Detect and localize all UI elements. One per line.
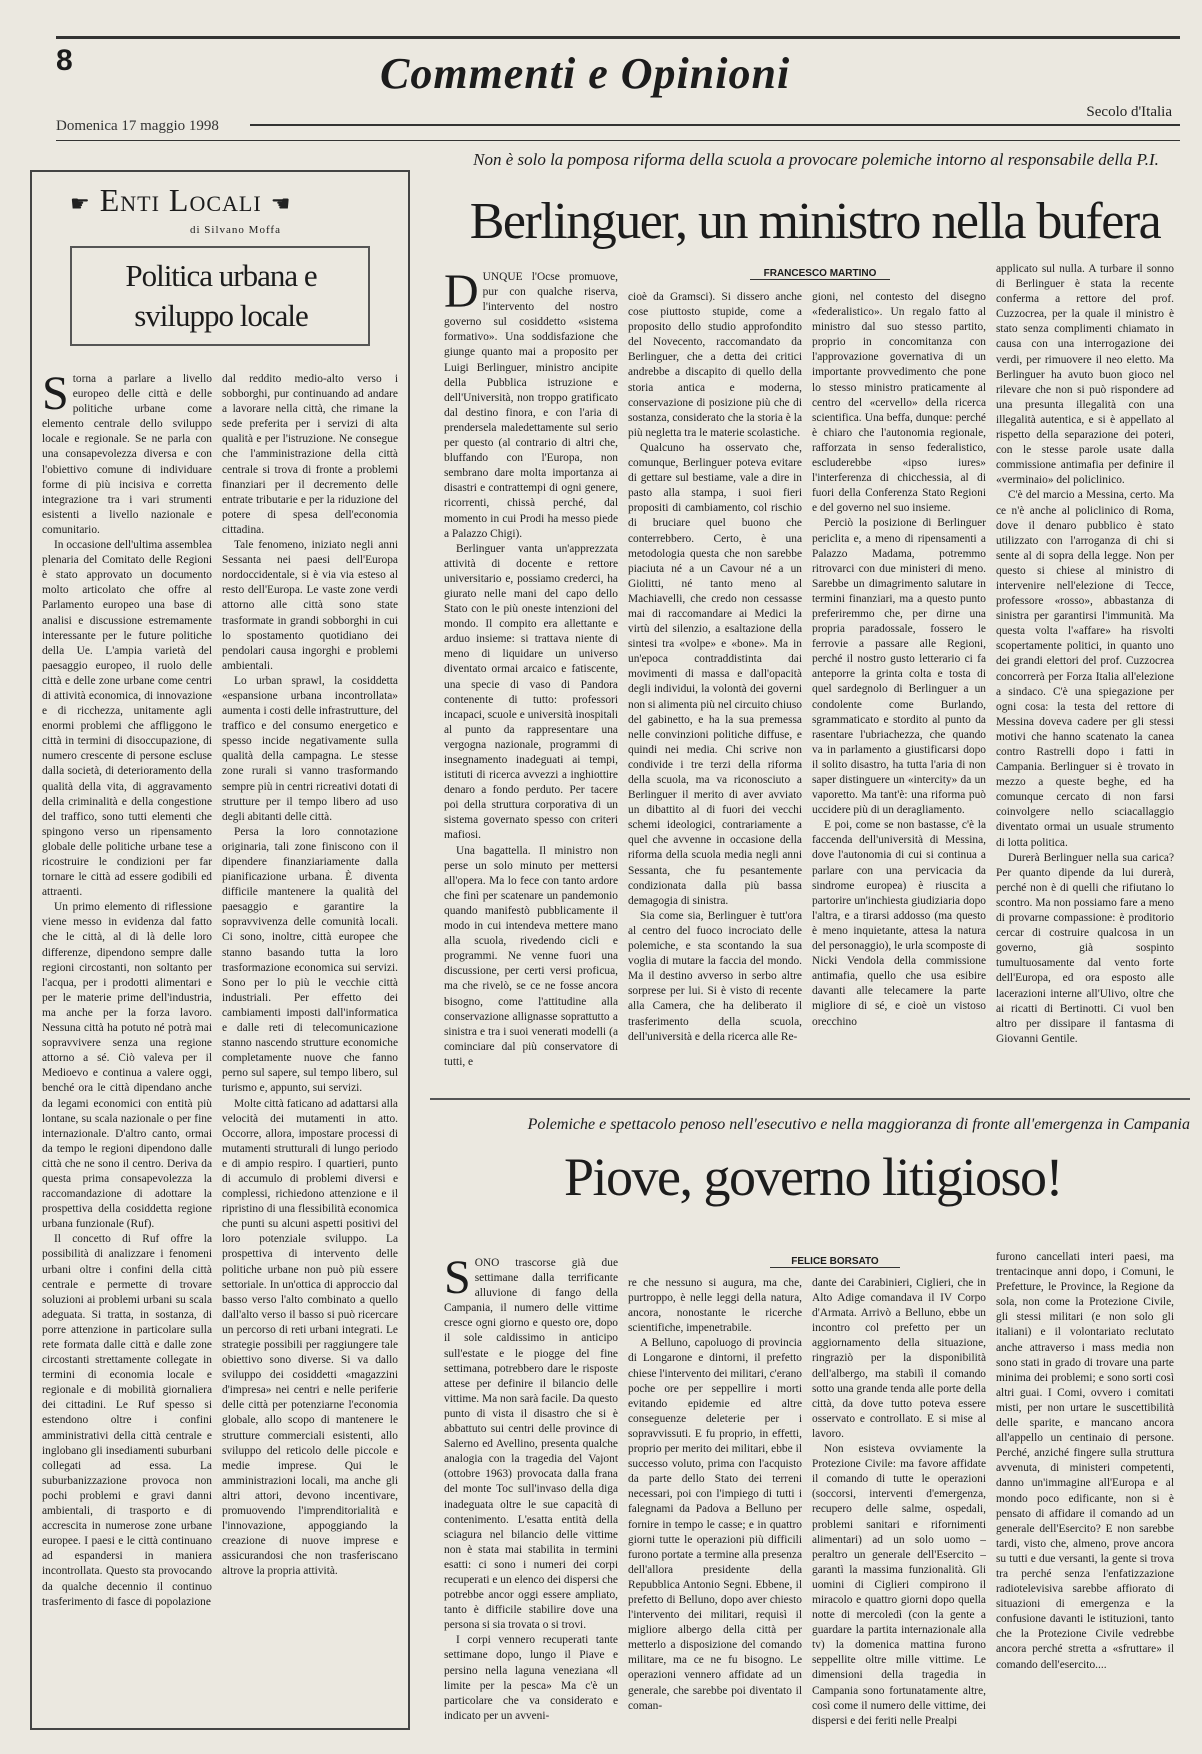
paragraph: In occasione dell'ultima assemblea plenaria del Comitato delle Regioni è stato approvato un documento molto articolato che offre al Parlamento europeo una base di analisi e discussione estremamente interessante per le future politiche della Ue. L'ampia varietà del paesaggio europeo, il ruolo delle città e delle zone urbane come centri di attività economica, di innovazione e di ricchezza, unitamente agli enormi problemi che affliggono le città in termini di disoccupazione, di numero crescente di persone escluse dalla società, di deterioramento della qualità della vita, di aggravamento della criminalità e della congestione del traffico, sono tutti elementi che spingono verso un ripensamento globale delle politiche urbane tese a ricostruire le condizioni per far tornare le città ad essere godibili ed attraenti. <box>42 539 212 899</box>
newspaper-name: Secolo d'Italia <box>1086 104 1172 120</box>
paragraph: Sia come sia, Berlinguer è tutt'ora al centro del fuoco incrociato delle polemiche, e sta scontando la sua voglia di mutare la faccia del mondo. Ma il destino avverso in serbo altre sorprese per lui. Si è visto di recente alla Camera, che ha deliberato il trasferimento della scuola, dell'università e della ricerca alle Re- <box>628 909 802 1043</box>
paragraph: dante dei Carabinieri, Ciglieri, che in Alto Adige comandava il IV Corpo d'Armata. Arrivò a Belluno, ebbe un incontro col prefetto per un aggiornamento della situazione, ringraziò per la disponibilità dell'albergo, ma stabilì il comando sotto una grande tenda alle porte della città, da dove tutto poteva essere osservato e controllato. E si mise al lavoro. <box>812 1277 986 1440</box>
paragraph: applicato sul nulla. A turbare il sonno di Berlinguer è stata la recente conferma a rettore del prof. Cuzzocrea, per la quale il ministro è stato senza complimenti chiamato in causa con una interrogazione dei verdi, per rimuovere il neo eletto. Ma Berlinguer ha avuto buon gioco nel rilevare che non si può rispondere ad una presunta illegalità con una illegalità autentica, e si è appellato al rispetto della separazione dei poteri, con le stesse parole usate dalla commissione antimafia per definire il «verminaio» del policlinico. <box>996 263 1174 487</box>
article2-column-1 <box>444 1251 618 1724</box>
paragraph: Perciò la posizione di Berlinguer periclita e, a meno di ripensamenti a Palazzo Madama, potremmo ritrovarci con due ministeri di meno. Sarebbe un dimagrimento salutare in termini finanziari, ma a questo punto preferiremmo che, per dirne una propria paradossale, fossero le ferrovie a passare alle Regioni, perché il nostro gusto letterario ci fa anteporre la grinta colta e tosta di quel sardegnolo di Berlinguer a un condolente come Burlando, sgrammaticato e stordito al punto da rasentare l'ubriachezza, che quando va in parlamento a giustificarsi dopo il solito disastro, ha tutta l'aria di non saper distinguere un «intercity» da un vaporetto. Ma tant'è: una riforma può uccidere più di un deragliamento. <box>812 517 986 817</box>
pointing-hand-left-icon: ☚ <box>270 191 292 216</box>
paragraph: re che nessuno si augura, ma che, purtroppo, è nelle leggi della natura, ancora, nonostante le ricerche scientifiche, impenetrabile. <box>628 1277 802 1335</box>
paragraph <box>444 265 618 542</box>
top-rule <box>56 36 1180 39</box>
paragraph <box>444 1251 618 1633</box>
article-separator <box>430 1098 1190 1100</box>
rubric-byline: di Silvano Moffa <box>190 224 281 236</box>
paragraph: furono cancellati interi paesi, ma trentacinque anni dopo, i Comuni, le Prefetture, le Province, la Regione da sola, non come la Protezione Civile, gli stessi militari (e non solo gli italiani) e il volontariato reclutato anche attraverso i mass media non sono stati in grado di trovare una parte minima dei problemi; e sono sorti così altri guai. I Comi, ovvero i comitati misti, per non urtare le suscettibilità delle sparite, e mancano ancora all'appello un centinaio di persone. Perché, anziché fingere sulla struttura avvenuta, di ministeri competenti, danno un'immagine all'Europa e al mondo poco edificante, non si è pensato di affidare il comando ad un generale dell'Esercito? E non sarebbe tardi, visto che, almeno, prove ancora su tutti e due versanti, la gente si trova tra perché senza l'enfatizzazione radiotelevisiva sarebbe affiorato di situazioni di emergenza e la confusione davanti le istituzioni, tanto che la Protezione Civile vedrebbe ancora perché stretta a «sfruttare» il comando dell'esercito.... <box>996 1251 1174 1671</box>
article2-byline: FELICE BORSATO <box>770 1256 900 1268</box>
article2-column-4 <box>996 1250 1174 1673</box>
masthead-rule-thin <box>56 140 1180 141</box>
left-headline: Politica urbana e sviluppo locale <box>125 258 317 333</box>
article2-kicker: Polemiche e spettacolo penoso nell'esecutivo e nella maggioranza di fronte all'emergenza in Campania <box>527 1116 1190 1133</box>
paragraph: E poi, come se non bastasse, c'è la faccenda dell'università di Messina, dove l'autonomia di cui si continua a parlare con una pervicacia da sindrome europea) è riuscita a partorire un'inchiesta giudiziaria dopo l'altra, e a tirarsi addosso (ma questo è meno inquietante, attesa la natura del personaggio), le urla scomposte di Nicki Vendola della commissione antimafia, quello che usa esibire davanti alle telecamere la parte migliore di sé, e cioè un vistoso orecchino <box>812 819 986 1028</box>
article2-column-3 <box>812 1276 986 1729</box>
paragraph-text: torna a parlare a livello europeo delle città e delle politiche urbane come elemento centrale dello sviluppo locale e regionale. Se ne parla con una consapevolezza diversa e con l'obiettivo comune di individuare forme di più incisiva e corretta integrazione tra i vari strumenti esistenti a livello nazionale e comunitario. <box>42 373 212 536</box>
paragraph: Molte città faticano ad adattarsi alla velocità dei mutamenti in atto. Occorre, allora, impostare processi di mutamenti strutturali di lungo periodo e di ampio respiro. I quartieri, punto di accumulo di problemi diversi e complessi, richiedono attenzione e il ripristino di una flessibilità economica che punti su alcuni aspetti positivi del loro potenziale sviluppo. La prospettiva di intervento delle politiche urbane non può più essere settoriale. In un'ottica di approccio dal basso verso l'alto combinato a quello dall'alto verso il basso si può ricercare un percorso di reti urbani integrati. Le strategie possibili per raggiungere tale obiettivo sono diverse. Si va dallo sviluppo dei cosiddetti «magazzini d'impresa» nei centri e nelle periferie delle città per potenziarne l'economia globale, allo scopo di mantenere le strutture commerciali esistenti, allo sviluppo del reticolo delle piccole e medie imprese. Qui le amministrazioni locali, ma anche gli altri attori, devono incentivare, promuovendo l'imprenditorialità e l'innovazione, appoggiando la creazione di nuove imprese e assicurandosi che non trasferiscano altrove la propria attività. <box>222 1097 398 1578</box>
drop-cap: S <box>444 1251 471 1304</box>
paragraph: Non esisteva ovviamente la Protezione Civile: ma favore affidate il comando di tutte le operazioni (soccorsi, interventi d'emergenza, recupero delle salme, ospedali, problemi sanitari e rifornimenti alimentari) ad un solo uomo – peraltro un generale dell'Esercito – garantì la massima funzionalità. Gli uomini di Ciglieri compirono il miracolo e quattro giorni dopo quella notte di mercoledì (con la gente a guardare la partita internazionale alla tv) la domenica mattina furono seppellite oltre mille vittime. Le dimensioni della tragedia in Campania sono fortunatamente altre, così come il numero delle vittime, dei dispersi e dei feriti nelle Prealpi <box>812 1443 986 1727</box>
paragraph: Un primo elemento di riflessione viene messo in evidenza dal fatto che le città, al di là delle loro differenze, dipendono sempre dalle regioni circostanti, non soltanto per l'acqua, per i prodotti alimentari e per le materie prime dell'industria, ma anche per la forza lavoro. Nessuna città ha potuto né potrà mai sopravvivere senza una regione attorno a sé. Ciò valeva per il Medioevo e continua a valere oggi, benché ora le città dipendano anche da legami economici con entità più lontane, su scala nazionale o per fine internazionale. D'altro canto, ormai da tempo le regioni dipendono dalle città che ne sono il centro. Deriva da questa prima consapevolezza la raccomandazione di adottare la prospettiva della cosiddetta regione urbana funzionale (Ruf). <box>42 901 212 1231</box>
pointing-hand-icon: ☛ <box>70 191 91 216</box>
article1-headline: Berlinguer, un ministro nella bufera <box>469 193 1161 250</box>
issue-date: Domenica 17 maggio 1998 <box>56 118 219 134</box>
article1-column-4 <box>996 262 1174 1047</box>
paragraph: I corpi vennero recuperati tante settimane dopo, lungo il Piave e persino nella laguna veneziana «ll limite per la pesca» Ma c'è un particolare che va considerato e indicato per un avveni- <box>444 1634 618 1722</box>
article2-headline: Piove, governo litigioso! <box>564 1147 1062 1207</box>
paragraph: gioni, nel contesto del disegno «federalistico». Un regalo fatto al ministro dal suo stesso partito, proprio in concomitanza con l'approvazione governativa di un importante provvedimento che pone lo stesso ministro praticamente al centro del «cervello» della ricerca scientifica. Una beffa, dunque: perché è chiaro che l'autonomia regionale, rafforzata in senso federalistico, escluderebbe «ipso iures» l'interferenza di chicchessia, al di fuori della Conferenza Stato Regioni e del governo nel suo insieme. <box>812 291 986 515</box>
article1-column-1 <box>444 265 618 1070</box>
paragraph: cioè da Gramsci). Si dissero anche cose piuttosto stupide, come a proposito dello studio approfondito del Novecento, raccomandato da Berlinguer, che a detta dei critici andrebbe a discapito di quello della storia antica e moderna, conservazione di posizione più che di sostanza, considerato che la storia è la più negletta tra le materie scolastiche. <box>628 291 802 439</box>
article1-column-3 <box>812 290 986 1030</box>
article1-kicker: Non è solo la pomposa riforma della scuola a provocare polemiche intorno al responsabile della P.I. <box>473 150 1159 169</box>
left-column-2 <box>222 372 398 1580</box>
paragraph: Berlinguer vanta un'apprezzata attività di docente e rettore universitario e, possiamo crederci, ha giurato nelle mani del capo dello Stato con le più oneste intenzioni del mondo. Il compito era allettante e arduo insieme: si trattava niente di meno di liquidare un universo diventato ormai arcaico e fatiscente, una specie di vaso di Pandora contenente di tutto: professori incapaci, scuole e università inospitali al punto da rappresentare una vergogna nazionale, programmi di insegnamento inadeguati ai tempi, istituti di ricerca avvezzi a inghiottire denaro a fondo perduto. Per tacere poi della struttura corporativa di un sistema governato spesso con criteri mafiosi. <box>444 542 618 842</box>
paragraph: Persa la loro connotazione originaria, tali zone finiscono con il dipendere finanziariamente dalla pianificazione urbana. È diventa difficile mantenere la qualità del paesaggio e garantire la sopravvivenza delle comunità locali. Ci sono, inoltre, città europee che stanno basando tutta la loro trasformazione economica sui servizi. Sono per lo più le vecchie città industriali. Per effetto dei cambiamenti imposti dall'informatica e dalle reti di telecomunicazione stanno nascendo strutture economiche completamente nuove che fanno perno sul sapere, sul tempo libero, sul turismo e, appunto, sui servizi. <box>222 825 398 1095</box>
drop-cap: D <box>444 265 479 318</box>
paragraph <box>42 367 212 538</box>
paragraph: Qualcuno ha osservato che, comunque, Berlinguer poteva evitare di gettare sul bestiame, vale a dire in pasto alla stampa, i suoi fieri propositi di cambiamento, col rischio di bruciare quel buono che conterrebbero. Certo, è una metodologia questa che non sarebbe piaciuta né a un Cavour né a un Giolitti, né tanto meno al Machiavelli, che credo non cessasse mai di raccomandare ai Medici la virtù del silenzio, a esaltazione della sintesi tra «volpe» e «bone». Ma in un'epoca contraddistinta dai movimenti di massa e dall'opacità degli individui, la volontà dei governi non si alimenta più nel circuito chiuso del gabinetto, e ha la sua premessa nelle convinzioni politiche diffuse, e quindi nei media. Chi scrive non condivide i tre terzi della riforma della scuola, ma va riconosciuto a Berlinguer il merito di aver avviato un dibattito al di fuori dei vecchi schemi ideologici, contrariamente a quel che avvenne in occasione della riforma della scuola media negli anni Sessanta, che fu pesantemente condizionata dalla più bassa demagogia di sinistra. <box>628 441 802 907</box>
article2-column-2 <box>628 1276 802 1714</box>
paragraph: dal reddito medio-alto verso i sobborghi, pur continuando ad andare a lavorare nella città, che rimane la sede preferita per i servizi di alta qualità e per l'istruzione. Ne consegue che l'amministrazione della città centrale si trova di fronte a problemi finanziari per il decremento delle entrate tributarie e per la riduzione del potere di spesa dell'economia cittadina. <box>222 373 398 536</box>
rubric-title <box>70 182 291 219</box>
paragraph-text: ONO trascorse già due settimane dalla terrificante alluvione di fango della Campania, il numero delle vittime cresce ogni giorno e questo ore, dopo il sole caldissimo in anticipo sull'estate e le piogge del fine settimana, potrebbero dare le risposte attese per definire il bilancio delle vittime. Ma non sarà facile. Da questo punto di vista il disastro che si è abbattuto sui centri delle province di Salerno ed Avellino, presenta qualche analogia con la tragedia del Vajont (ottobre 1963) provocata dalla frana del monte Toc sull'invaso della diga inadeguata oltre le sue capacità di contenimento. L'esatta entità della sciagura nel bilancio delle vittime non è stata mai stabilita in termini esatti: ci sono i numeri dei corpi recuperati e un elenco dei dispersi che potrebbe ancor oggi essere ampliato, tanto è difficile stabilire dove una persona si sia trovata o si trovi. <box>444 1257 618 1632</box>
rubric-label: Enti Locali <box>99 182 262 218</box>
paragraph-text: UNQUE l'Ocse promuove, pur con qualche riserva, l'intervento del nostro governo sul cosiddetto «sistema formativo». Una soddisfazione che giunge quanto mai a proposito per Luigi Berlinguer, ministro ancipite della Pubblica istruzione e dell'Università, non troppo gratificato dal destino finora, e con l'aria di prendersela maledettamente sul serio per questo (al contrario di altri che, bluffando con l'Europa, non sembrano dare molta importanza ai disastri e contrattempi di ogni genere, ricorrenti, chissà perché, dal momento in cui Prodi ha messo piede a Palazzo Chigi). <box>444 271 618 540</box>
paragraph: C'è del marcio a Messina, certo. Ma ce n'è anche al policlinico di Roma, dove il denaro pubblico è stato utilizzato con l'arroganza di chi si sente al di sopra della legge. Non per questo si chiese al ministro di intervenire nell'elezione di Tecce, professore «rosso», abbastanza di sinistra per garantirsi l'immunità. Ma questa volta l'«affare» ha risvolti scopertamente politici, in quanto uno dei grandi elettori del prof. Cuzzocrea concorrerà per Forza Italia all'elezione a sindaco. C'è una spiegazione per ogni cosa: la testa del rettore di Messina doveva cadere per gli stessi motivi che hanno scatenato la canea contro Rastrelli dopo i fatti in Campania. Berlinguer si è trovato in mezzo a queste beghe, ed ha comunque cercato di non farsi coinvolgere nello sciacallaggio diventato ormai un usuale strumento di lotta politica. <box>996 489 1174 849</box>
paragraph: Il concetto di Ruf offre la possibilità di analizzare i fenomeni urbani oltre i confini della città centrale e permette di trovare soluzioni ai problemi urbani su scala adeguata. Si tratta, in sostanza, di porre attenzione in particolare sulla rete formata dalle città e dalle zone circostanti strettamente collegate in termini di economia locale e regionale e di mobilità giornaliera dei cittadini. Le Ruf spesso si estendono oltre i confini amministrativi della città centrale e inglobano gli insediamenti suburbani collegati ad essa. La suburbanizzazione provoca non pochi problemi e gravi danni ambientali, di trasporto e di accrescita in numerose zone urbane europee. I paesi e le città continuano ad espandersi in maniera incontrollata. Questo sta provocando da qualche decennio il continuo trasferimento di fasce di popolazione <box>42 1233 212 1608</box>
paragraph: Durerà Berlinguer nella sua carica? Per quanto dipende da lui durerà, perché non è di quelli che rifiutano lo scontro. Ma non possiamo fare a meno di provarne compassione: è proditorio cercar di costruire qualcosa in un governo, già sospinto tumultuosamente dal vento forte dell'Europa, ed ora esposto alle lacerazioni interne all'Ulivo, oltre che ai ricatti di Bertinotti. Ci vuol ben altro per dissipare il fantasma di Giovanni Gentile. <box>996 851 1174 1045</box>
paragraph: Una bagattella. Il ministro non perse un solo minuto per mettersi all'opera. Ma lo fece con tanto ardore che finì per scatenare un pandemonio quando manifestò pubblicamente il modo in cui intendeva mettere mano alla scuola, rivedendo cicli e programmi. Ne venne fuori una discussione, per certi versi proficua, ma che rivelò, se ce ne fosse ancora bisogno, come l'attitudine alla conservazione allignasse soprattutto a sinistra e tra i suoi venerati modelli (a cominciare dal più conservatore di tutti, e <box>444 844 618 1068</box>
article1-byline: FRANCESCO MARTINO <box>750 268 890 280</box>
page-number: 8 <box>56 44 73 77</box>
paragraph: A Belluno, capoluogo di provincia di Longarone e dintorni, il prefetto chiese l'intervento dei militari, c'erano poche ore per seppellire i morti evitando epidemie ed altre conseguenze deleterie per i sopravvissuti. E fu proprio, in effetti, proprio per merito dei militari, ebbe il successo voluto, prima con l'acquisto da parte dello Stato dei terreni necessari, poi con l'impiego di tutti i falegnami da Padova a Belluno per fornire in tempo le casse; e in quattro giorni tutte le operazioni più difficili furono portate a termine alla presenza dell'allora presidente della Repubblica Antonio Segni. Ebbene, il prefetto di Belluno, dopo aver chiesto l'intervento dei militari, requisì il migliore albergo della città per metterlo a disposizione del comando militare, ma ce ne fu bisogno. Le operazioni vennero affidate ad un generale, che sarebbe poi diventato il coman- <box>628 1337 802 1712</box>
left-column-1 <box>42 367 212 1610</box>
paragraph: Lo urban sprawl, la cosiddetta «espansione urbana incontrollata» aumenta i costi delle infrastrutture, del traffico e del consumo energetico e spesso incide negativamente sulla qualità della campagna. Le stesse zone rurali si vanno trasformando sempre più in centri ricreativi dotati di strutture per il tempo libero ad uso degli abitanti delle città. <box>222 674 398 823</box>
article1-column-2 <box>628 290 802 1045</box>
drop-cap: S <box>42 367 69 420</box>
paragraph: Tale fenomeno, iniziato negli anni Sessanta nei paesi dell'Europa nordoccidentale, si è via via esteso al resto dell'Europa. Le vaste zone verdi attorno alle città sono state trasformate in grandi sobborghi in cui lo spostamento quotidiano dei pendolari causa ingorghi e problemi ambientali. <box>222 539 398 672</box>
masthead-rule <box>250 124 1180 126</box>
section-title: Commenti e Opinioni <box>380 49 791 98</box>
